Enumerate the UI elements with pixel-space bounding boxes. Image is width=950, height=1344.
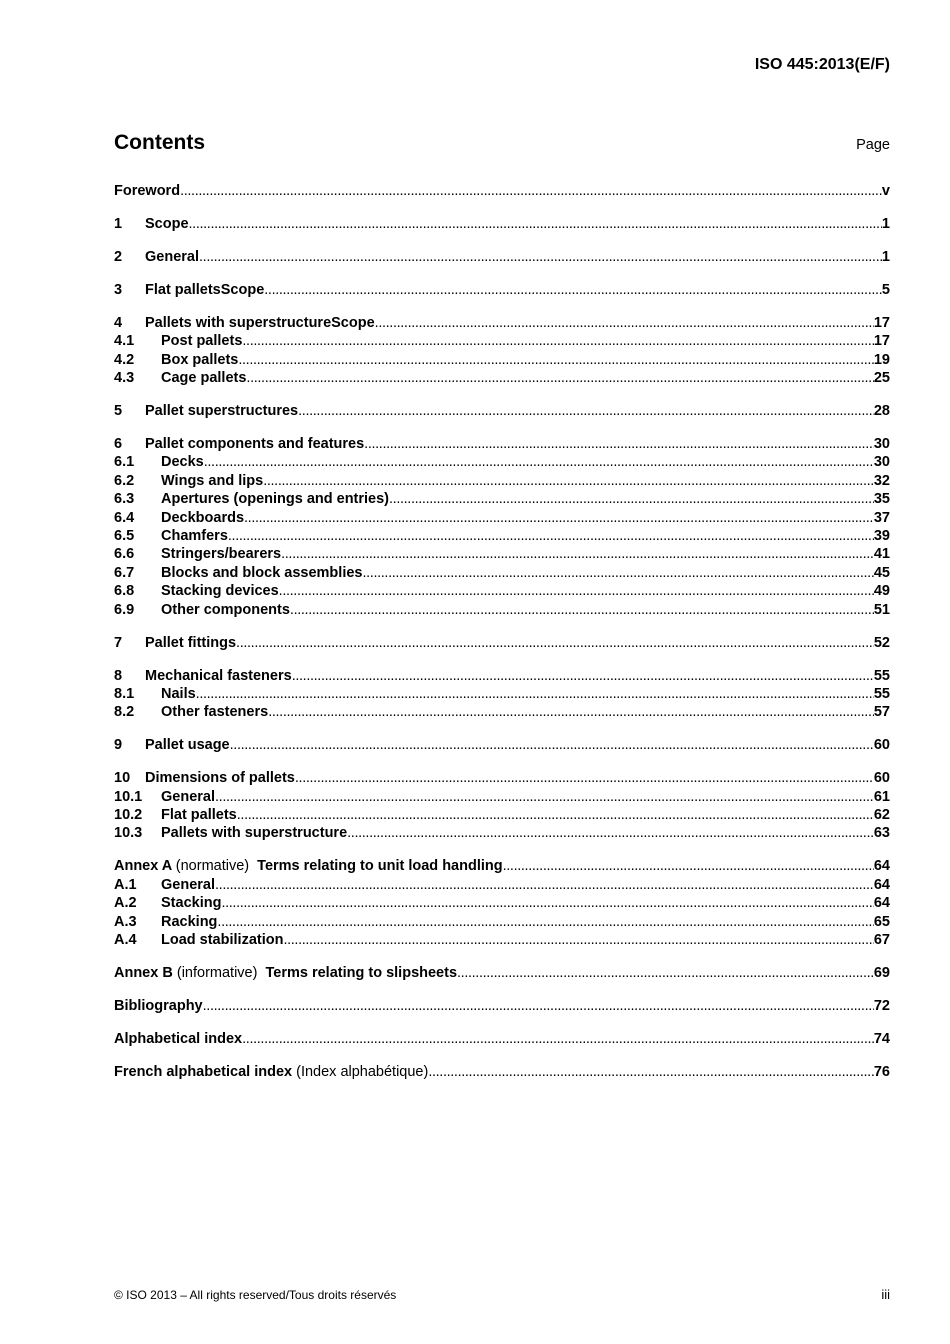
toc-entry-page: 1	[881, 248, 890, 265]
toc-entry-page: 35	[873, 491, 890, 508]
toc-entry-title	[145, 215, 189, 233]
toc-entry-number: 4.1	[114, 333, 135, 350]
toc-entry-title	[161, 472, 263, 490]
toc-group	[114, 281, 890, 299]
toc-entry[interactable]	[114, 1030, 890, 1048]
toc-entry[interactable]	[114, 736, 890, 754]
toc-entry-title	[161, 824, 347, 842]
toc-entry-title-text: Flat pallets	[161, 807, 237, 824]
toc-entry-number: 1	[114, 215, 123, 232]
dot-leader	[295, 769, 874, 787]
dot-leader	[292, 667, 874, 685]
toc-entry-number: A.3	[114, 913, 137, 930]
toc-entry-title-text: Mechanical fasteners	[145, 667, 292, 684]
toc-entry-number: 4.2	[114, 351, 135, 368]
toc-entry-title	[114, 182, 180, 200]
toc-entry[interactable]	[114, 997, 890, 1015]
toc-entry-page: 67	[873, 932, 890, 949]
dot-leader	[246, 369, 873, 387]
dot-leader	[230, 736, 874, 754]
dot-leader	[199, 248, 882, 266]
toc-entry-title-text: French alphabetical index	[114, 1063, 293, 1080]
toc-entry-title	[161, 351, 238, 369]
toc-entry-page: 55	[873, 685, 890, 702]
dot-leader	[203, 997, 874, 1015]
toc-entry-page: 25	[873, 370, 890, 387]
toc-entry[interactable]	[114, 806, 890, 824]
dot-leader	[375, 314, 874, 332]
toc-entry-number: 6.5	[114, 528, 135, 545]
toc-entry[interactable]	[114, 182, 890, 200]
toc-entry-number: 8.2	[114, 704, 135, 721]
toc-entry-page: 51	[873, 601, 890, 618]
toc-entry-number: 9	[114, 737, 123, 754]
dot-leader	[242, 332, 873, 350]
toc-group	[114, 857, 890, 949]
toc-entry-page: 39	[873, 528, 890, 545]
dot-leader	[347, 824, 874, 842]
toc-entry-title	[161, 453, 204, 471]
toc-entry[interactable]	[114, 913, 890, 931]
toc-entry-annotation: (normative)	[175, 858, 250, 875]
toc-group	[114, 769, 890, 843]
toc-entry-title	[114, 1063, 428, 1081]
dot-leader	[196, 685, 874, 703]
dot-leader	[263, 472, 874, 490]
toc-entry-page: 37	[873, 509, 890, 526]
toc-entry-page: 64	[873, 858, 890, 875]
dot-leader	[215, 876, 874, 894]
toc-entry[interactable]	[114, 894, 890, 912]
toc-entry-title	[161, 527, 228, 545]
toc-group	[114, 435, 890, 619]
toc-entry-number: 10	[114, 770, 131, 787]
toc-entry-title-text: Load stabilization	[161, 932, 284, 949]
dot-leader	[503, 857, 874, 875]
toc-entry-title-text: Racking	[161, 913, 218, 930]
toc-group	[114, 248, 890, 266]
dot-leader	[268, 703, 874, 721]
toc-entry[interactable]	[114, 931, 890, 949]
toc-group	[114, 997, 890, 1015]
toc-entry-number: 6.4	[114, 509, 135, 526]
toc-entry-title-text: Other fasteners	[161, 704, 269, 721]
toc-entry[interactable]	[114, 667, 890, 685]
toc-entry[interactable]	[114, 351, 890, 369]
toc-entry-number: A.4	[114, 932, 137, 949]
toc-entry-page: 64	[873, 895, 890, 912]
toc-entry[interactable]	[114, 685, 890, 703]
dot-leader	[221, 894, 873, 912]
toc-entry[interactable]	[114, 472, 890, 490]
toc-entry-title-text: Bibliography	[114, 998, 203, 1014]
toc-entry[interactable]	[114, 490, 890, 508]
toc-entry-page: 49	[873, 583, 890, 600]
toc-entry-title	[145, 435, 364, 453]
dot-leader	[238, 351, 874, 369]
toc-entry[interactable]	[114, 788, 890, 806]
page-column-label: Page	[856, 137, 890, 153]
toc-entry-title-text: Alphabetical index	[114, 1030, 243, 1047]
toc-entry[interactable]	[114, 435, 890, 453]
toc-entry-number: 2	[114, 248, 123, 265]
toc-entry[interactable]	[114, 369, 890, 387]
toc-entry-page: 30	[873, 454, 890, 471]
dot-leader	[364, 435, 874, 453]
toc-entry[interactable]	[114, 215, 890, 233]
page-title: Contents	[114, 131, 205, 154]
page-number: iii	[881, 1287, 890, 1302]
toc-entry-title-text: Apertures (openings and entries)	[161, 491, 390, 508]
toc-entry-title	[145, 736, 230, 754]
toc-entry-title	[145, 281, 264, 299]
toc-group	[114, 182, 890, 200]
toc-entry-page: 60	[873, 737, 890, 754]
toc-entry-title	[114, 997, 203, 1015]
toc-entry[interactable]	[114, 545, 890, 563]
toc-entry-title	[114, 964, 457, 982]
toc-entry-page: 41	[873, 546, 890, 563]
toc-entry-number: 10.1	[114, 788, 143, 805]
toc-entry-title	[145, 248, 199, 266]
toc-entry[interactable]	[114, 634, 890, 652]
toc-entry-number: A.1	[114, 876, 137, 893]
toc-group	[114, 1030, 890, 1048]
toc-entry[interactable]	[114, 876, 890, 894]
toc-entry-number: 6.2	[114, 472, 135, 489]
toc-entry[interactable]	[114, 453, 890, 471]
toc-entry[interactable]	[114, 332, 890, 350]
toc-entry-title-text: Stacking devices	[161, 583, 279, 600]
toc-entry-number: 6.8	[114, 583, 135, 600]
toc-entry-title-text: Stringers/bearers	[161, 546, 282, 563]
toc-entry-number: 6.1	[114, 454, 135, 471]
toc-entry-page: 1	[881, 215, 890, 232]
toc-group	[114, 736, 890, 754]
toc-entry-number: 6	[114, 436, 123, 453]
toc-entry-page: 5	[881, 281, 890, 298]
toc-entry[interactable]	[114, 964, 890, 982]
toc-entry-title	[161, 369, 246, 387]
toc-entry-title-text: Chamfers	[161, 528, 228, 545]
toc-entry-number: 6.7	[114, 564, 135, 581]
toc-entry-subtitle: Terms relating to slipsheets	[265, 965, 458, 982]
toc-entry-page: v	[881, 183, 890, 199]
toc-entry-title-text: Annex B	[114, 965, 173, 982]
toc-entry-title	[161, 931, 283, 949]
dot-leader	[237, 806, 874, 824]
dot-leader	[244, 509, 874, 527]
toc-entry-number: 4.3	[114, 370, 135, 387]
toc-entry-page: 62	[873, 807, 890, 824]
toc-entry-number: 4	[114, 314, 123, 331]
toc-group	[114, 314, 890, 388]
toc-entry-subtitle: Terms relating to unit load handling	[257, 858, 503, 875]
toc-entry-title-text: Nails	[161, 685, 196, 702]
toc-entry-title	[161, 582, 279, 600]
toc-entry[interactable]	[114, 564, 890, 582]
toc-entry-title	[161, 685, 196, 703]
toc-entry-number: 8	[114, 667, 123, 684]
toc-entry-title	[161, 788, 215, 806]
dot-leader	[428, 1063, 874, 1081]
toc-entry-title-text: Pallet superstructures	[145, 403, 299, 420]
toc-entry-page: 60	[873, 770, 890, 787]
toc-entry-page: 52	[873, 634, 890, 651]
toc-entry-number: 10.3	[114, 825, 143, 842]
toc-entry[interactable]	[114, 601, 890, 619]
toc-entry[interactable]	[114, 248, 890, 266]
toc-entry-title	[145, 769, 295, 787]
toc-entry-title	[145, 634, 236, 652]
toc-entry-number: 6.3	[114, 491, 135, 508]
toc-entry-page: 45	[873, 564, 890, 581]
toc-entry-title-text: Decks	[161, 454, 204, 471]
toc-entry-title	[161, 332, 242, 350]
toc-entry-page: 76	[873, 1063, 890, 1080]
toc-entry-page: 32	[873, 472, 890, 489]
toc-entry[interactable]	[114, 509, 890, 527]
dot-leader	[279, 582, 874, 600]
toc-entry-title	[145, 314, 375, 332]
dot-leader	[290, 601, 874, 619]
toc-entry-number: 7	[114, 634, 123, 651]
toc-entry-page: 65	[873, 913, 890, 930]
toc-entry-title-text: Foreword	[114, 183, 181, 199]
toc-entry[interactable]	[114, 703, 890, 721]
toc-entry-title-text: Blocks and block assemblies	[161, 564, 363, 581]
toc-entry-number: 10.2	[114, 807, 143, 824]
toc-entry-title-text: Post pallets	[161, 333, 243, 350]
document-id: ISO 445:2013(E/F)	[754, 56, 890, 73]
toc-entry-page: 55	[873, 667, 890, 684]
toc-entry-page: 28	[873, 403, 890, 420]
toc-entry-title	[161, 601, 290, 619]
dot-leader	[264, 281, 882, 299]
dot-leader	[204, 453, 874, 471]
toc-entry-title	[145, 667, 292, 685]
toc-entry-number: 6.6	[114, 546, 135, 563]
dot-leader	[298, 402, 874, 420]
toc-entry[interactable]	[114, 314, 890, 332]
toc-entry-title-text: General	[145, 248, 199, 265]
toc-entry-title	[161, 913, 217, 931]
toc-entry-title-text: Pallet fittings	[145, 634, 237, 651]
toc-entry-title-text: Pallets with superstructure	[161, 825, 348, 842]
dot-leader	[228, 527, 874, 545]
toc-entry[interactable]	[114, 857, 890, 875]
toc-entry-number: A.2	[114, 895, 137, 912]
toc-entry-title-text: Annex A	[114, 858, 172, 875]
toc-entry-title	[161, 894, 221, 912]
toc-entry-title	[114, 1030, 242, 1048]
toc-entry-title-text: Deckboards	[161, 509, 245, 526]
toc-group	[114, 667, 890, 722]
toc-entry-title-text: Wings and lips	[161, 472, 264, 489]
toc-entry-page: 57	[873, 704, 890, 721]
dot-leader	[217, 913, 873, 931]
dot-leader	[236, 634, 874, 652]
toc-entry-number: 5	[114, 403, 123, 420]
toc-entry-title-text: Box pallets	[161, 351, 239, 368]
dot-leader	[189, 215, 882, 233]
toc-entry[interactable]	[114, 1063, 890, 1081]
toc-entry-title-text: Dimensions of pallets	[145, 770, 295, 787]
toc-entry[interactable]	[114, 824, 890, 842]
toc-entry-page: 17	[873, 314, 890, 331]
toc-entry-title-text: Cage pallets	[161, 370, 247, 387]
toc-entry-number: 8.1	[114, 685, 135, 702]
toc-entry-title	[161, 876, 215, 894]
toc-entry-title-text: Pallet components and features	[145, 436, 365, 453]
toc-entry-page: 17	[873, 333, 890, 350]
toc-group	[114, 1063, 890, 1081]
dot-leader	[215, 788, 874, 806]
toc-group	[114, 964, 890, 982]
toc-entry-page: 72	[873, 998, 890, 1014]
toc-entry-title-text: Other components	[161, 601, 290, 618]
dot-leader	[242, 1030, 874, 1048]
toc-entry-title	[161, 703, 268, 721]
toc-entry[interactable]	[114, 527, 890, 545]
toc-entry[interactable]	[114, 769, 890, 787]
toc-entry-title	[161, 806, 237, 824]
dot-leader	[281, 545, 874, 563]
toc-heading	[114, 131, 890, 155]
toc-entry-page: 30	[873, 436, 890, 453]
toc-entry[interactable]	[114, 582, 890, 600]
toc-entry-annotation: (informative)	[176, 965, 258, 982]
toc-entry-page: 69	[873, 965, 890, 982]
toc-entry[interactable]	[114, 402, 890, 420]
toc-entry-page: 64	[873, 876, 890, 893]
dot-leader	[457, 964, 874, 982]
toc-entry-title-text: Scope	[145, 215, 189, 232]
toc-entry-title	[161, 564, 362, 582]
toc-entry-number: 6.9	[114, 601, 135, 618]
toc-entry-annotation: (Index alphabétique)	[296, 1063, 429, 1080]
toc-entry[interactable]	[114, 281, 890, 299]
toc-entry-page: 61	[873, 788, 890, 805]
dot-leader	[389, 490, 874, 508]
dot-leader	[180, 182, 882, 200]
page-footer	[114, 1287, 890, 1302]
toc-entry-page: 19	[873, 351, 890, 368]
toc-entry-title	[145, 402, 298, 420]
toc-entry-title-text: Flat palletsScope	[145, 281, 265, 298]
toc-entry-title-text: General	[161, 788, 215, 805]
toc-entry-number: 3	[114, 281, 123, 298]
toc-entry-title	[161, 509, 244, 527]
toc-entry-title	[161, 545, 281, 563]
toc-entry-title-text: Pallets with superstructureScope	[145, 314, 375, 331]
toc-entry-title-text: Pallet usage	[145, 737, 230, 754]
toc-entry-title-text: Stacking	[161, 895, 222, 912]
toc-group	[114, 634, 890, 652]
table-of-contents	[114, 182, 890, 1096]
toc-entry-title	[114, 857, 503, 875]
dot-leader	[283, 931, 873, 949]
toc-entry-page: 74	[873, 1030, 890, 1047]
toc-entry-title	[161, 490, 389, 508]
dot-leader	[362, 564, 873, 582]
toc-group	[114, 402, 890, 420]
toc-entry-page: 63	[873, 825, 890, 842]
copyright-notice: © ISO 2013 – All rights reserved/Tous droits réservés	[114, 1288, 397, 1302]
toc-entry-title-text: General	[161, 876, 215, 893]
toc-group	[114, 215, 890, 233]
